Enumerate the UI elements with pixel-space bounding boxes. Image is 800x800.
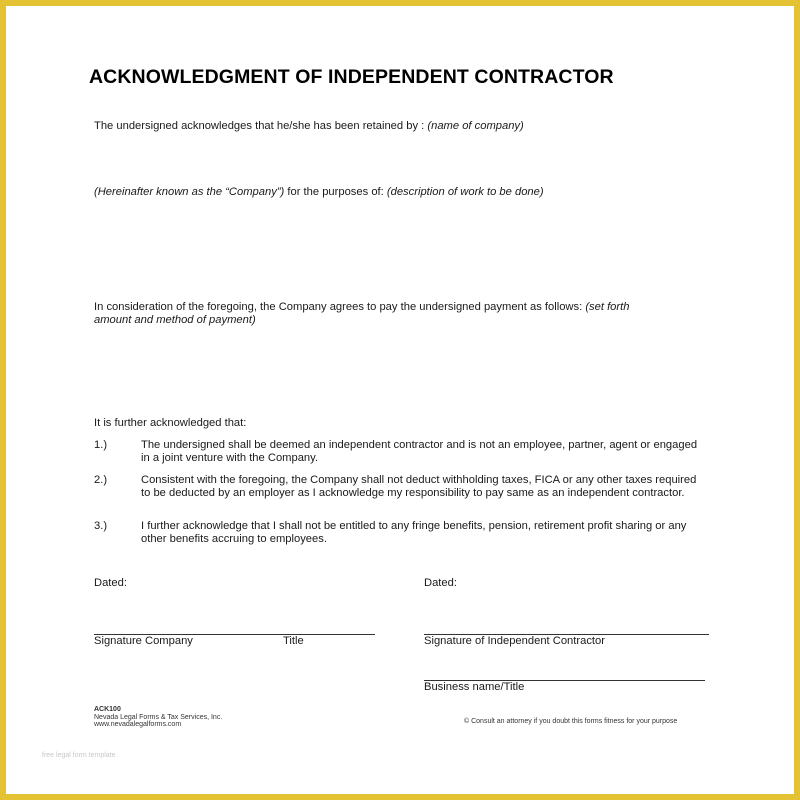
contractor-signature-label: Signature of Independent Contractor xyxy=(424,635,605,647)
company-definition-placeholder: (Hereinafter known as the “Company”) xyxy=(94,186,285,198)
form-code: ACK100 xyxy=(94,706,121,713)
payment-placeholder-start: (set forth xyxy=(585,301,630,313)
attorney-disclaimer: © Consult an attorney if you doubt this forms fitness for your purpose xyxy=(464,718,678,725)
item-number: 3.) xyxy=(94,520,108,532)
dated-label-left: Dated: xyxy=(94,577,127,589)
publisher-website: www.nevadalegalforms.com xyxy=(94,721,182,728)
retained-by-paragraph xyxy=(94,120,524,133)
further-acknowledged-intro: It is further acknowledged that: xyxy=(94,417,247,429)
company-name-placeholder: (name of company) xyxy=(427,120,524,132)
work-description-placeholder: (description of work to be done) xyxy=(386,186,544,198)
signature-company-label: Signature Company xyxy=(94,635,193,647)
purpose-text: for the purposes of: xyxy=(284,186,387,198)
business-name-label: Business name/Title xyxy=(424,681,525,693)
payment-paragraph-line1 xyxy=(94,301,629,314)
payment-text: In consideration of the foregoing, the Company agrees to pay the undersigned payment as follows: xyxy=(94,301,586,313)
publisher-name: Nevada Legal Forms & Tax Services, Inc. xyxy=(94,714,223,721)
title-label: Title xyxy=(283,635,304,647)
item-number: 1.) xyxy=(94,439,108,451)
purpose-paragraph xyxy=(94,186,544,199)
retained-by-text: The undersigned acknowledges that he/she has been retained by : xyxy=(94,120,428,132)
item-text: Consistent with the foregoing, the Company shall not deduct withholding taxes, FICA or any other taxes required to be deducted by an employer as I acknowledge my responsibility to pay same as an independent contractor. xyxy=(141,474,697,499)
document-title: ACKNOWLEDGMENT OF INDEPENDENT CONTRACTOR xyxy=(89,66,614,88)
item-text: I further acknowledge that I shall not be entitled to any fringe benefits, pension, retirement profit sharing or any other benefits accruing to employees. xyxy=(141,520,687,545)
watermark: free legal form template xyxy=(42,752,116,759)
dated-label-right: Dated: xyxy=(424,577,457,589)
item-text: The undersigned shall be deemed an independent contractor and is not an employee, partner, agent or engaged in a joint venture with the Company. xyxy=(141,439,698,464)
item-number: 2.) xyxy=(94,474,108,486)
payment-placeholder-end: amount and method of payment) xyxy=(94,314,256,326)
